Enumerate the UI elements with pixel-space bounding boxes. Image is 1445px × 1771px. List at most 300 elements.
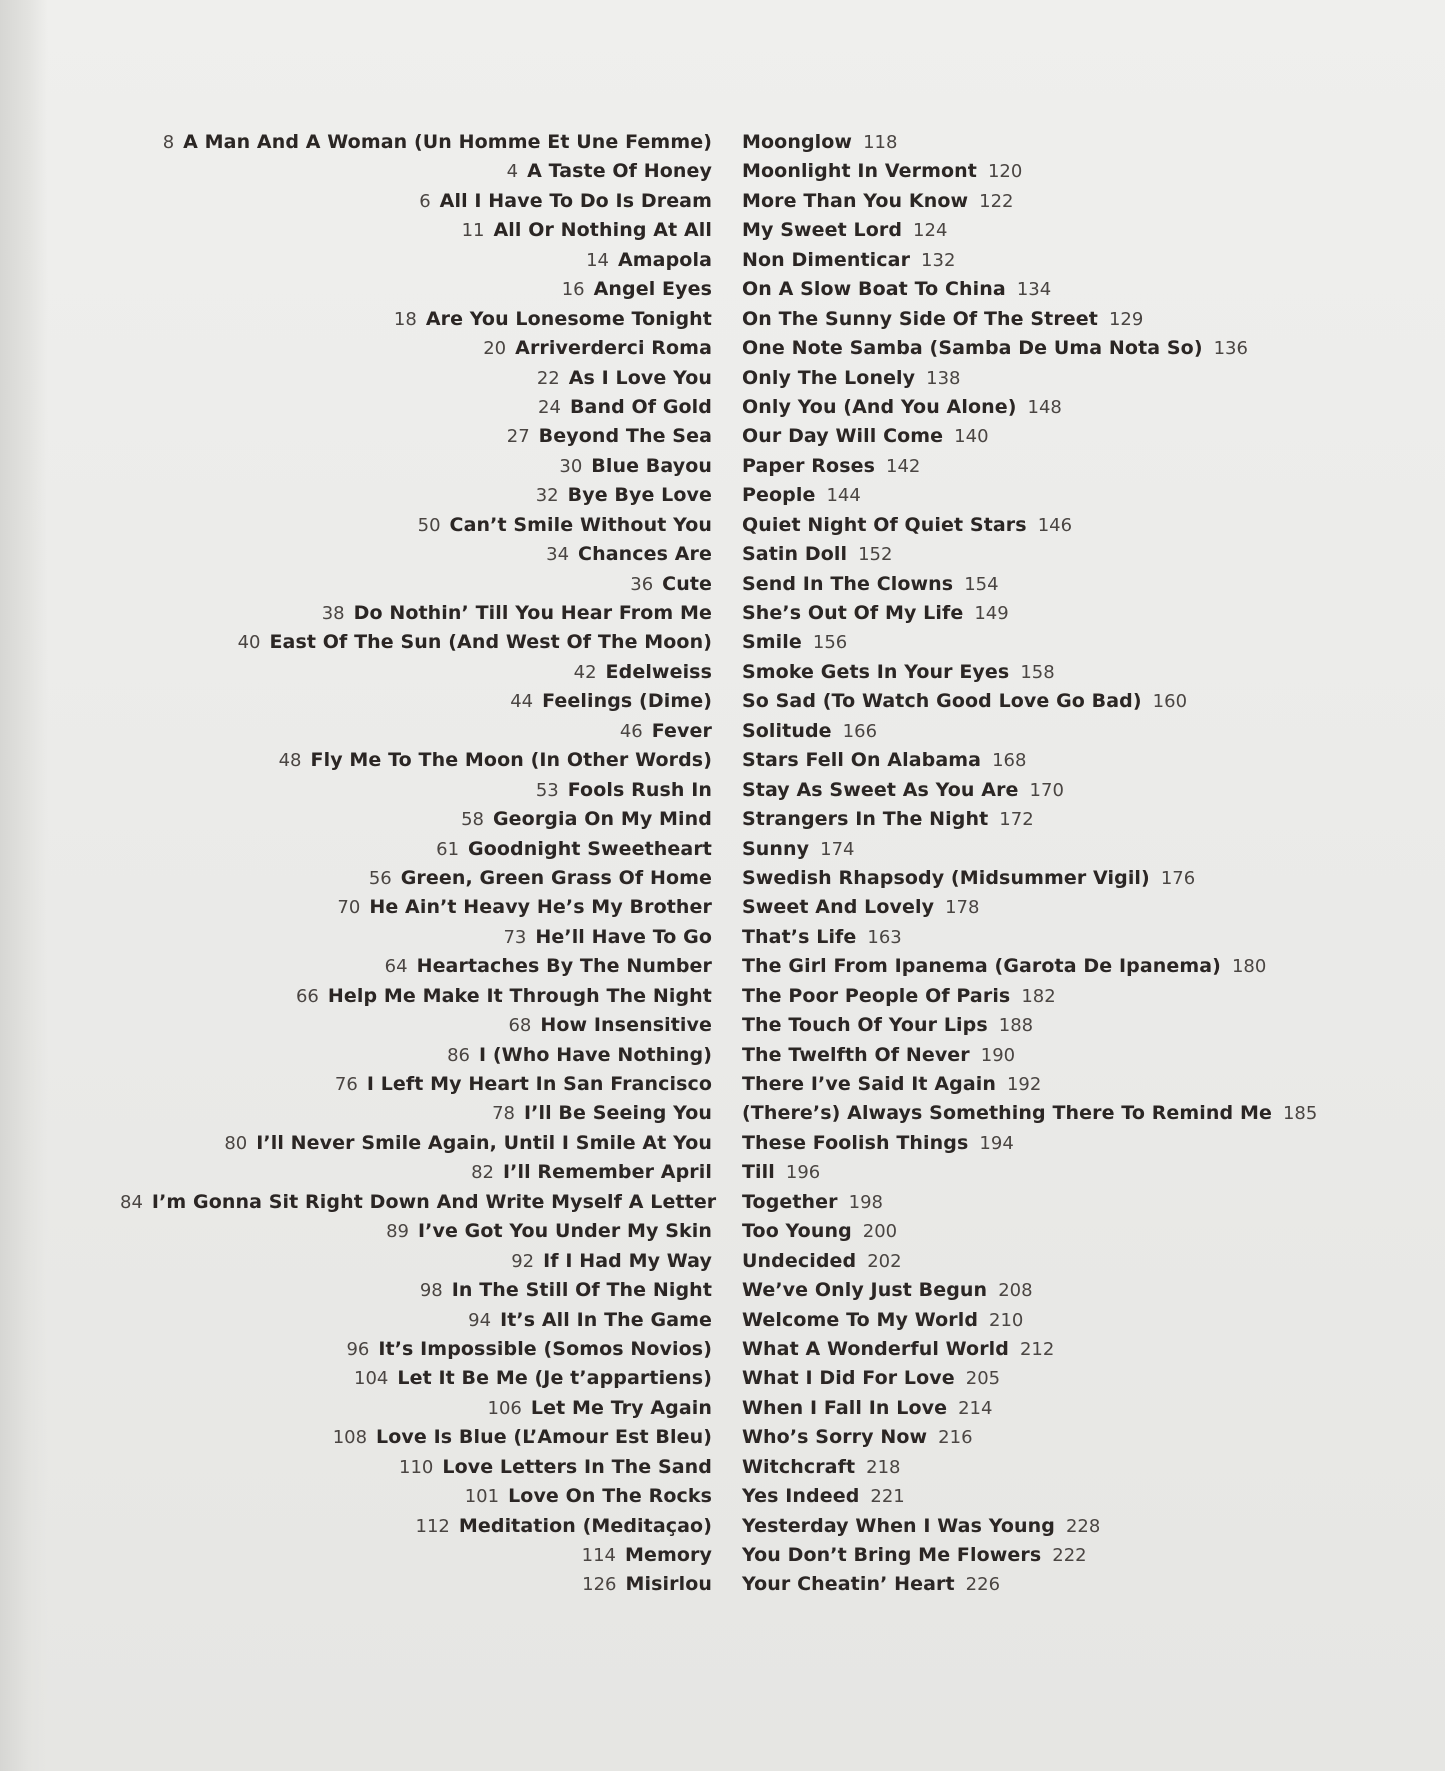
contents-entry [120,1364,712,1393]
page-number: 61 [436,838,460,860]
page-number: 214 [958,1397,993,1419]
song-title: Witchcraft [742,1455,856,1478]
song-title: Green, Green Grass Of Home [400,866,712,889]
song-title: Undecided [742,1249,857,1272]
contents-left-column [120,128,717,1600]
page-number: 108 [332,1427,368,1449]
contents-entry [120,1276,712,1305]
song-title: Paper Roses [742,454,875,477]
song-title: The Touch Of Your Lips [742,1014,988,1037]
song-title: Too Young [742,1220,852,1243]
contents-entry [120,1512,712,1541]
contents-entry [120,864,712,893]
contents-entry [742,982,1342,1011]
contents-entry [120,805,712,834]
song-title: Love On The Rocks [508,1485,712,1508]
song-title: The Girl From Ipanema (Garota De Ipanema) [742,955,1221,978]
contents-entry [742,1570,1342,1599]
song-title: Goodnight Sweetheart [468,837,712,860]
page-number: 212 [1019,1338,1055,1360]
contents-entry [120,275,712,304]
page-number: 8 [162,132,175,153]
song-title: My Sweet Lord [742,219,903,242]
contents-entry [742,334,1342,363]
page-number: 146 [1037,514,1073,536]
song-title: There I’ve Said It Again [742,1073,996,1095]
page-number: 78 [492,1103,515,1125]
song-title: Only The Lonely [742,366,916,389]
song-title: I’ll Remember April [503,1161,712,1184]
contents-entry [120,982,712,1011]
song-title: That’s Life [742,925,857,948]
song-title: It’s Impossible (Somos Novios) [378,1337,712,1360]
contents-entry [120,1394,712,1423]
page-number: 38 [321,603,345,624]
page-number: 112 [415,1515,450,1537]
page-number: 122 [979,190,1014,212]
page-number: 178 [945,897,980,919]
contents-entry [120,687,712,716]
song-title: Fools Rush In [567,778,712,801]
page-number: 142 [886,455,921,477]
song-title: All I Have To Do Is Dream [439,189,712,212]
song-title: (There’s) Always Something There To Remind Me [742,1102,1272,1125]
bleed-through-title [560,0,860,40]
song-title: Yesterday When I Was Young [742,1514,1055,1537]
song-title: Cute [662,572,712,595]
page-number: 110 [399,1456,434,1478]
page-number: 120 [987,161,1023,183]
contents-entry [742,717,1342,746]
page-number: 188 [998,1015,1034,1037]
page-number: 94 [468,1309,492,1331]
song-title: So Sad (To Watch Good Love Go Bad) [742,690,1142,713]
song-title: Band Of Gold [569,395,712,418]
contents-entry [742,1306,1342,1335]
song-title: Swedish Rhapsody (Midsummer Vigil) [742,866,1150,889]
contents-entry [742,1335,1342,1364]
contents-entry [742,1512,1342,1541]
contents-right-column [742,128,1342,1600]
song-title: Georgia On My Mind [492,808,712,831]
contents-entry [742,776,1342,805]
contents-entry [120,746,712,775]
page-number: 166 [842,720,878,742]
page-number: 58 [461,809,484,831]
page-number: 96 [346,1338,370,1360]
contents-entry [120,658,712,687]
song-title: Yes Indeed [742,1485,860,1508]
page-number: 196 [785,1162,821,1184]
page-number: 44 [510,691,534,713]
song-title: Bye Bye Love [567,484,712,507]
song-title: Blue Bayou [591,454,712,477]
page-number: 53 [535,779,559,801]
song-title: Fever [651,719,712,742]
page-number: 34 [546,544,570,566]
song-title: Love Letters In The Sand [442,1455,712,1478]
contents-entry [120,452,712,481]
contents-entry [742,628,1342,657]
song-title: People [742,484,816,507]
page-number: 163 [867,926,902,948]
song-title: Sweet And Lovely [742,896,935,919]
song-title: Quiet Night Of Quiet Stars [742,513,1027,536]
contents-entry [742,1423,1342,1452]
contents-entry [742,570,1342,599]
page-number: 4 [506,161,519,183]
page-number: 200 [862,1221,898,1243]
contents-entry [742,364,1342,393]
song-title: Let It Be Me (Je t’appartiens) [397,1367,712,1390]
contents-entry [120,628,712,657]
page-number: 11 [461,220,485,242]
song-title: Chances Are [578,543,712,566]
contents-entry [120,393,712,422]
song-title: Send In The Clowns [742,572,954,595]
page-number: 208 [998,1280,1033,1302]
contents-entry [120,1011,712,1040]
contents-entry [742,599,1342,628]
page-number: 126 [582,1574,617,1596]
contents-entry [742,157,1342,186]
page-number: 114 [581,1545,616,1566]
contents-entry [742,1541,1342,1570]
song-title: Welcome To My World [742,1308,979,1331]
contents-entry [120,422,712,451]
song-title: We’ve Only Just Begun [742,1279,988,1302]
page-number: 221 [870,1486,905,1508]
page-number: 198 [848,1191,884,1213]
page-number: 228 [1065,1515,1101,1537]
song-title: Do Nothin’ Till You Hear From Me [353,602,712,624]
contents-entry [742,246,1342,275]
contents-entry [742,1482,1342,1511]
song-title: He’ll Have To Go [535,925,712,948]
contents-entry [742,1453,1342,1482]
contents-entry [742,1276,1342,1305]
page-number: 170 [1029,779,1064,801]
song-title: Satin Doll [742,543,848,566]
page-number: 48 [278,750,302,772]
song-title: Edelweiss [605,660,712,683]
contents-entry [120,364,712,393]
contents-entry [120,1247,712,1276]
contents-entry [120,1041,712,1070]
page-number: 216 [938,1427,973,1449]
song-title: Are You Lonesome Tonight [425,307,712,330]
contents-entry [742,305,1342,334]
song-title: Fly Me To The Moon (In Other Words) [310,749,712,772]
contents-entry [120,1453,712,1482]
page-number: 136 [1213,338,1248,360]
contents-entry [742,805,1342,834]
page-number: 86 [447,1044,470,1066]
contents-entry [120,511,712,540]
song-title: Arriverderci Roma [515,337,712,360]
song-title: It’s All In The Game [500,1308,712,1331]
song-title: Memory [625,1544,712,1566]
song-title: Heartaches By The Number [416,955,712,978]
song-title: Feelings (Dime) [542,690,712,713]
page-number: 6 [419,190,431,212]
page-number: 36 [630,573,654,595]
song-title: The Twelfth Of Never [742,1043,970,1066]
contents-entry [742,1188,1342,1217]
page-number: 89 [386,1221,409,1243]
contents-entry [120,1158,712,1187]
page-number: 18 [393,308,417,330]
contents-entry [742,216,1342,245]
page-number: 22 [536,367,560,389]
page-number: 148 [1027,396,1062,418]
page-number: 124 [913,220,948,242]
song-title: In The Still Of The Night [451,1279,712,1302]
contents-entry [742,835,1342,864]
song-title: On A Slow Boat To China [742,278,1006,301]
song-title: What A Wonderful World [742,1337,1009,1360]
song-title: Sunny [742,837,810,860]
page-number: 106 [487,1397,522,1419]
song-title: When I Fall In Love [742,1396,948,1419]
page-number: 30 [559,455,583,477]
contents-entry [120,305,712,334]
contents-entry [120,1482,712,1511]
page-number: 80 [224,1132,248,1154]
page-number: 73 [503,926,527,948]
page-number: 190 [980,1044,1016,1066]
page-number: 66 [295,985,319,1007]
page-number: 132 [921,249,956,271]
contents-entry [742,893,1342,922]
song-title: Meditation (Meditaçao) [458,1514,712,1537]
page-number: 56 [368,867,392,889]
page-number: 154 [964,573,999,595]
contents-entry [742,658,1342,687]
contents-entry [120,1129,712,1158]
contents-entry [742,275,1342,304]
song-title: If I Had My Way [543,1249,712,1272]
contents-entry [120,893,712,922]
contents-entry [742,422,1342,451]
page-number: 40 [237,632,261,654]
page-number: 101 [464,1486,500,1508]
contents-entry [120,1099,712,1128]
page-number: 205 [965,1368,1001,1390]
song-title: More Than You Know [742,189,969,212]
page-number: 14 [586,249,609,271]
song-title: A Taste Of Honey [527,160,712,183]
song-title: Stay As Sweet As You Are [742,778,1019,801]
song-title: I’ll Be Seeing You [523,1102,712,1125]
contents-entry [120,187,712,216]
page-number: 182 [1021,985,1056,1007]
song-title: I Left My Heart In San Francisco [366,1073,712,1095]
contents-entry [120,128,712,157]
song-title: Stars Fell On Alabama [742,749,982,772]
contents-entry [742,1364,1342,1393]
page-number: 134 [1016,279,1052,301]
song-title: These Foolish Things [742,1131,969,1154]
contents-entry [742,1158,1342,1187]
contents-entry [742,1394,1342,1423]
song-title: All Or Nothing At All [493,219,712,242]
contents-entry [742,864,1342,893]
contents-entry [742,452,1342,481]
song-title: Amapola [617,248,712,271]
song-title: You Don’t Bring Me Flowers [742,1544,1042,1566]
page-number: 152 [858,544,893,566]
contents-entry [742,128,1342,157]
contents-entry [742,687,1342,716]
page-number: 50 [417,514,441,536]
page-number: 24 [538,396,561,418]
page-number: 176 [1160,867,1196,889]
contents-entry [742,540,1342,569]
contents-entry [742,1070,1342,1099]
song-title: What I Did For Love [742,1367,955,1390]
page-number: 84 [120,1191,143,1213]
page-number: 16 [561,279,585,301]
contents-entry [120,334,712,363]
page-number: 92 [511,1250,535,1272]
song-title: Smile [742,631,802,654]
contents-entry [120,923,712,952]
contents-entry [742,1129,1342,1158]
song-title: Only You (And You Alone) [742,395,1017,418]
song-title: Help Me Make It Through The Night [327,984,712,1007]
page-number: 27 [506,426,530,448]
contents-entry [120,1217,712,1246]
song-title: Solitude [742,719,832,742]
song-title: As I Love You [568,366,712,389]
page-number: 98 [419,1280,443,1302]
page-number: 144 [826,485,861,507]
song-title: Let Me Try Again [530,1396,712,1419]
page-number: 180 [1231,956,1267,978]
page-number: 172 [999,809,1034,831]
contents-entry [120,1570,712,1599]
page-number: 32 [535,485,559,507]
page-number: 64 [384,956,408,978]
contents-entry [120,540,712,569]
song-title: Moonlight In Vermont [742,160,977,183]
song-title: Misirlou [625,1573,712,1596]
page-number: 194 [979,1132,1014,1154]
contents-entry [742,393,1342,422]
song-title: Together [742,1190,838,1213]
contents-entry [742,1247,1342,1276]
song-title: He Ain’t Heavy He’s My Brother [369,896,712,919]
page-number: 202 [867,1250,902,1272]
song-title: Our Day Will Come [742,425,944,448]
page-number: 70 [337,897,361,919]
song-title: Who’s Sorry Now [742,1426,928,1449]
contents-entry [120,952,712,981]
page-number: 222 [1052,1545,1087,1566]
contents-entry [120,1423,712,1452]
page-number: 104 [354,1368,389,1390]
contents-entry [742,1217,1342,1246]
song-title: She’s Out Of My Life [742,602,964,624]
page-number: 160 [1152,691,1188,713]
contents-entry [742,481,1342,510]
song-title: Your Cheatin’ Heart [742,1573,955,1596]
page-binding-shadow [0,0,48,1771]
song-title: The Poor People Of Paris [742,984,1011,1007]
page-number: 46 [619,720,643,742]
contents-entry [120,1306,712,1335]
contents-entry [120,599,712,628]
song-title: I’ll Never Smile Again, Until I Smile At You [256,1131,712,1154]
song-title: One Note Samba (Samba De Uma Nota So) [742,337,1203,360]
contents-entry [742,187,1342,216]
page-number: 149 [974,603,1009,624]
contents-entry [120,1541,712,1570]
song-title: I’ve Got You Under My Skin [417,1220,712,1243]
song-title: East Of The Sun (And West Of The Moon) [269,631,712,654]
page-number: 168 [992,750,1027,772]
contents-entry [120,216,712,245]
song-title: A Man And A Woman (Un Homme Et Une Femme) [183,131,712,153]
song-title: Angel Eyes [593,278,712,301]
song-title: On The Sunny Side Of The Street [742,307,1098,330]
song-title: Love Is Blue (L’Amour Est Bleu) [376,1426,712,1449]
contents-entry [120,157,712,186]
contents-entry [120,1335,712,1364]
contents-entry [120,570,712,599]
song-title: Moonglow [742,131,853,153]
contents-entry [742,923,1342,952]
page-number: 42 [573,661,597,683]
song-title: I’m Gonna Sit Right Down And Write Myself A Letter [151,1190,717,1213]
page-number: 156 [812,632,848,654]
page-number: 185 [1282,1103,1318,1125]
page-number: 140 [954,426,989,448]
contents-entry [742,511,1342,540]
contents-entry [120,776,712,805]
song-title: Smoke Gets In Your Eyes [742,660,1010,683]
page-number: 76 [334,1074,358,1095]
song-title: Till [742,1161,775,1184]
contents-entry [120,717,712,746]
page-number: 174 [820,838,855,860]
contents-entry [120,246,712,275]
contents-entry [120,481,712,510]
page-number: 218 [866,1456,901,1478]
contents-entry [120,1070,712,1099]
song-title: How Insensitive [540,1014,712,1037]
contents-entry [742,1041,1342,1070]
page-number: 68 [508,1015,532,1037]
song-title: Can’t Smile Without You [449,513,712,536]
song-title: Non Dimenticar [742,248,911,271]
contents-entry [742,746,1342,775]
song-title: Strangers In The Night [742,808,989,831]
page-number: 118 [863,132,898,153]
song-title: I (Who Have Nothing) [478,1043,712,1066]
contents-entry [742,1099,1342,1128]
page-number: 210 [989,1309,1024,1331]
page-number: 82 [471,1162,494,1184]
page-number: 158 [1020,661,1055,683]
contents-entry [120,835,712,864]
page-number: 226 [965,1574,1001,1596]
page-number: 192 [1006,1074,1042,1095]
contents-entry [120,1188,717,1217]
contents-entry [742,1011,1342,1040]
page-number: 129 [1108,308,1144,330]
